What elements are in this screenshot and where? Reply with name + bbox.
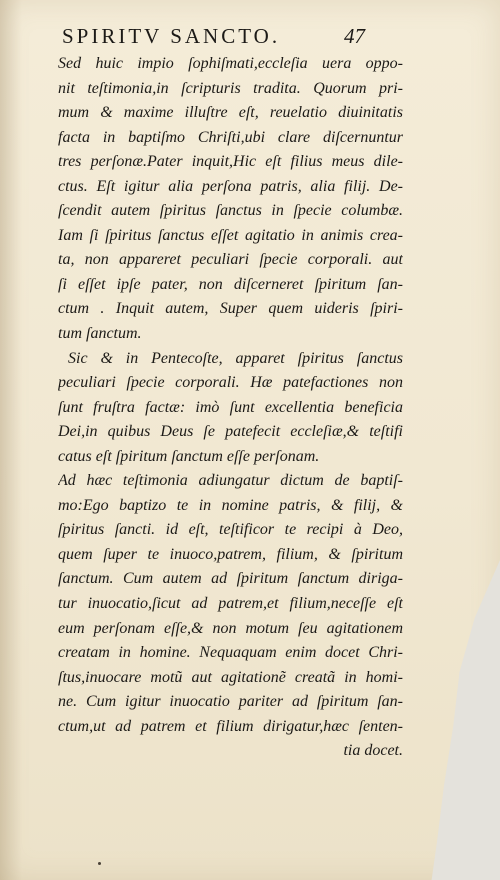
page-number: 47 — [344, 24, 365, 48]
text-line: ſcendit autem ſpiritus ſanctus in ſpecie columbæ. — [58, 202, 403, 220]
text-line: ſpiritus ſancti. id eſt, teſtificor te recipi à Deo, — [58, 521, 403, 539]
text-line: nit teſtimonia,in ſcripturis tradita. Quorum pri- — [58, 79, 403, 97]
body-text — [58, 52, 403, 764]
text-line: ctus. Eſt igitur alia perſona patris, alia filij. De- — [58, 177, 403, 195]
text-line: ſanctum. Cum autem ad ſpiritum ſanctum diriga- — [58, 570, 403, 588]
text-line: ne. Cum igitur inuocatio pariter ad ſpiritum ſan- — [58, 693, 403, 711]
text-line: facta in baptiſmo Chriſti,ubi clare diſcernuntur — [58, 128, 403, 146]
torn-corner — [410, 560, 500, 880]
running-head: SPIRITV SANCTO. — [62, 24, 281, 48]
text-line: Sic & in Pentecoſte, apparet ſpiritus ſanctus — [68, 349, 403, 367]
text-line: Ad hæc teſtimonia adiungatur dictum de baptiſ- — [58, 472, 403, 490]
text-line: tur inuocatio,ſicut ad patrem,et filium,neceſſe eſt — [58, 595, 403, 613]
text-line: mo:Ego baptizo te in nomine patris, & filij, & — [58, 496, 403, 514]
text-line: tum ſanctum. — [58, 325, 142, 343]
text-line: Iam ſi ſpiritus ſanctus eſſet agitatio in animis crea- — [58, 226, 403, 244]
ink-speck — [98, 862, 101, 865]
text-line: catus eſt ſpiritum ſanctum eſſe perſonam. — [58, 447, 320, 465]
text-line: tres perſonæ.Pater inquit,Hic eſt filius meus dile- — [58, 153, 403, 171]
page-header — [62, 18, 392, 52]
text-line: ſi eſſet ipſe pater, non diſcerneret ſpiritum ſan- — [58, 275, 403, 293]
text-line: eum perſonam eſſe,& non motum ſeu agitationem — [58, 619, 403, 637]
text-line: Dei,in quibus Deus ſe patefecit eccleſiæ,& teſtifi — [58, 423, 403, 441]
text-line: ctum,ut ad patrem et filium dirigatur,hæc ſenten- — [58, 717, 403, 735]
text-line: quem ſuper te inuoco,patrem, filium, & ſpiritum — [58, 545, 403, 563]
text-line: Sed huic impio ſophiſmati,eccleſia uera oppo- — [58, 55, 403, 72]
text-line: ctum . Inquit autem, Super quem uideris ſpiri- — [58, 300, 403, 318]
text-line: ta, non appareret peculiari ſpecie corporali. aut — [58, 251, 403, 269]
text-line: ſunt fruſtra factæ: imò ſunt excellentia beneficia — [58, 398, 403, 416]
text-line: mum & maxime illuſtre eſt, reuelatio diuinitatis — [58, 104, 403, 122]
text-line: creatam in homine. Nequaquam enim docet Chri- — [58, 644, 403, 662]
text-line: peculiari ſpecie corporali. Hæ patefactiones non — [58, 374, 403, 392]
text-line: tia docet. — [343, 742, 403, 760]
text-line: ſtus,inuocare motũ aut agitationẽ creatã in homi- — [58, 668, 403, 686]
